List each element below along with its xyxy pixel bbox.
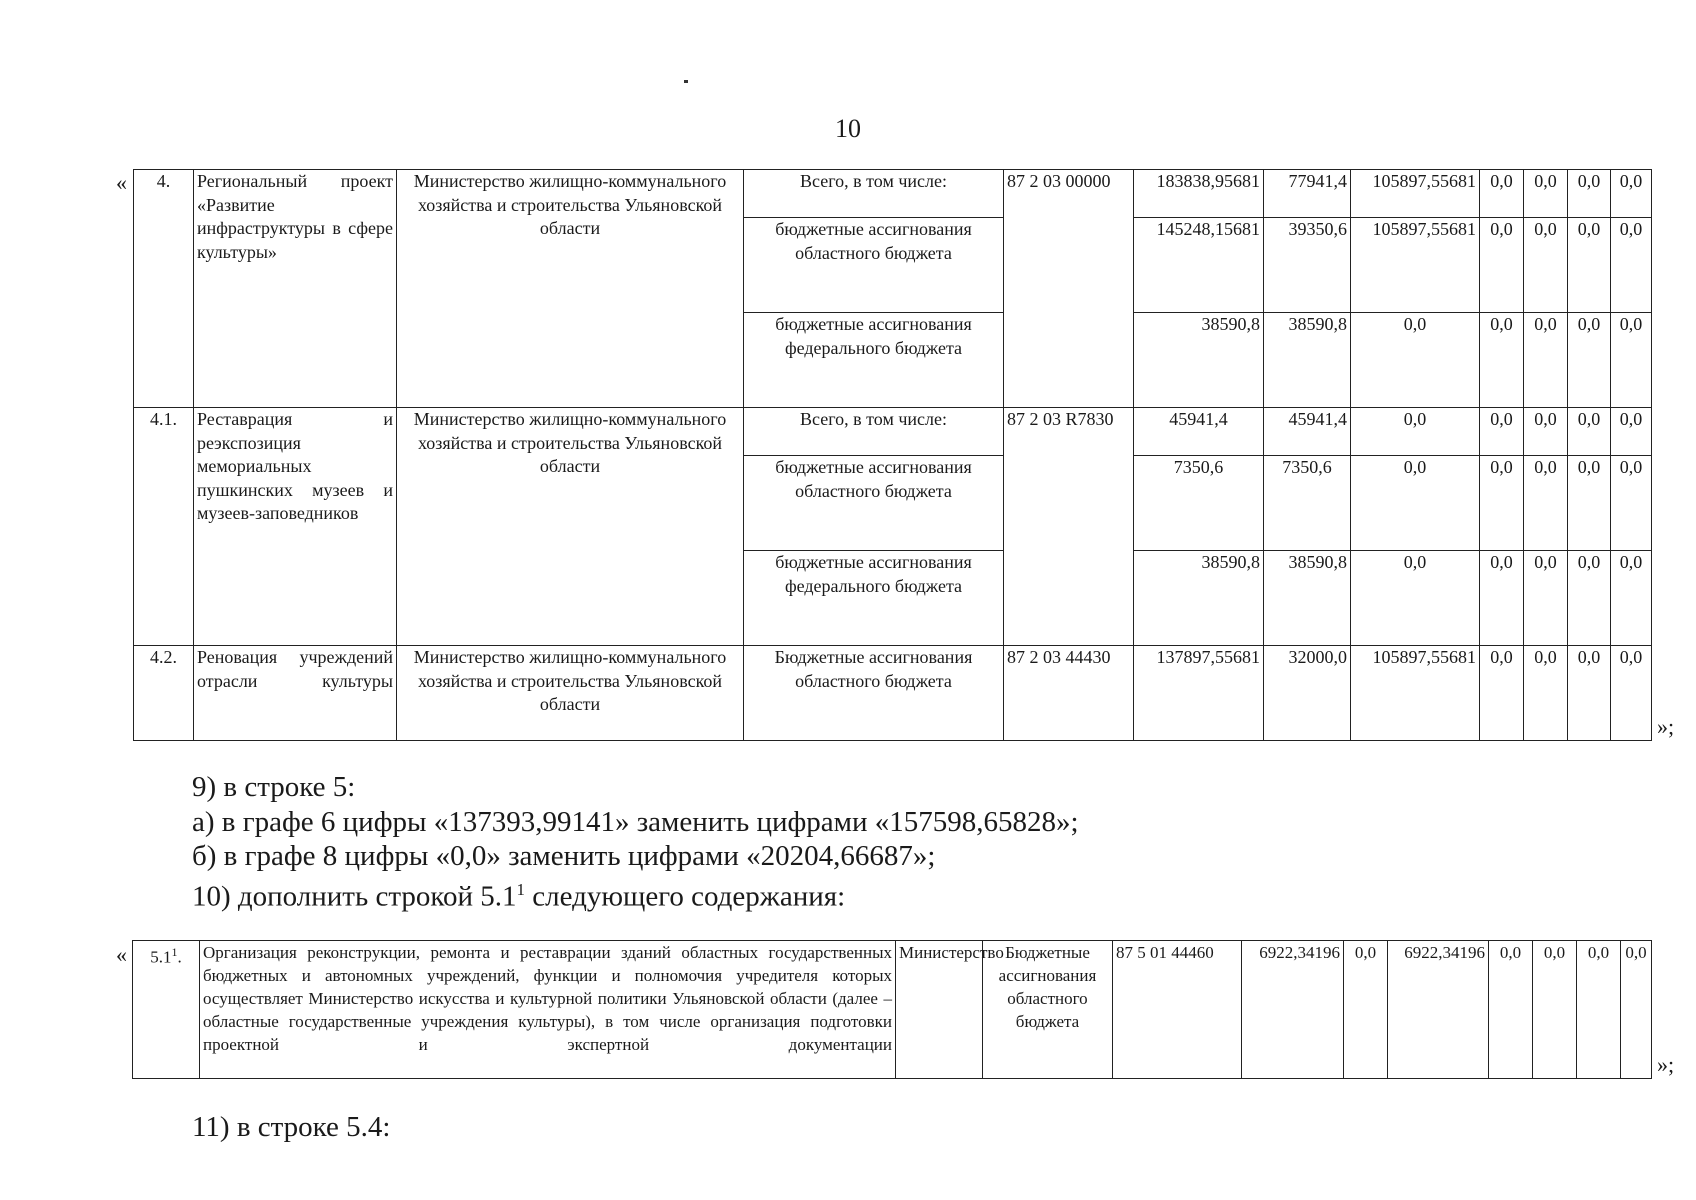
value-year2: 105897,55681	[1351, 218, 1480, 313]
value-year4: 0,0	[1524, 456, 1568, 551]
page-number: 10	[835, 114, 861, 143]
value-year6: 0,0	[1611, 170, 1652, 218]
row-number: 4.	[134, 170, 194, 408]
value-year3: 0,0	[1480, 408, 1524, 456]
value-year1: 38590,8	[1264, 313, 1351, 408]
row-number-main: 5.1	[150, 947, 172, 967]
value-total: 38590,8	[1134, 313, 1264, 408]
amendment-item-9b: б) в графе 8 цифры «0,0» заменить цифрами «20204,66687»;	[192, 840, 936, 872]
value-year6: 0,0	[1611, 408, 1652, 456]
scan-speck	[684, 80, 688, 83]
open-quote-table2: «	[116, 942, 127, 967]
value-year1: 39350,6	[1264, 218, 1351, 313]
amendment-item-9a: а) в графе 6 цифры «137393,99141» заменить цифрами «157598,65828»;	[192, 806, 1079, 838]
value-year4: 0,0	[1524, 551, 1568, 646]
value-year2: 0,0	[1351, 456, 1480, 551]
project-name: Организация реконструкции, ремонта и реставрации зданий областных государственных бюджетных и автономных учреждений, функции и полномочия учредителя которых осуществляет Министерство искусства и культурной политики Ульяновской области (далее – областные государственные учреждения культуры), в том числе организация подготовки проектной и экспертной документации	[200, 941, 896, 1079]
row-number: 4.1.	[134, 408, 194, 646]
value-year4: 0,0	[1524, 313, 1568, 408]
executor: Министерство жилищно-коммунального хозяйства и строительства Ульяновской области	[397, 646, 744, 741]
value-total: 45941,4	[1134, 408, 1264, 456]
value-total: 7350,6	[1134, 456, 1264, 551]
amendment-item-10-end: следующего содержания:	[525, 880, 846, 913]
row-number: 4.2.	[134, 646, 194, 741]
value-year6: 0,0	[1611, 456, 1652, 551]
executor: Министерство жилищно-коммунального хозяйства и строительства Ульяновской области	[397, 170, 744, 408]
value-year6: 0,0	[1611, 313, 1652, 408]
value-year1: 45941,4	[1264, 408, 1351, 456]
project-name: Реновация учреждений отрасли культуры	[194, 646, 397, 741]
value-year1: 7350,6	[1264, 456, 1351, 551]
value-year3: 0,0	[1489, 941, 1533, 1079]
value-year5: 0,0	[1568, 456, 1611, 551]
funding-source: бюджетные ассигнования областного бюджета	[744, 456, 1004, 551]
funding-source: Всего, в том числе:	[744, 170, 1004, 218]
budget-table-regional-project	[133, 169, 1652, 741]
executor: Министерство жилищно-коммунального хозяйства и строительства Ульяновской области	[397, 408, 744, 646]
executor: Министерство	[896, 941, 983, 1079]
row-number-superscript: 1	[171, 945, 178, 959]
value-year1: 77941,4	[1264, 170, 1351, 218]
value-year5: 0,0	[1568, 646, 1611, 741]
amendment-item-11: 11) в строке 5.4:	[192, 1111, 391, 1143]
funding-source: бюджетные ассигнования федерального бюджета	[744, 313, 1004, 408]
budget-code: 87 2 03 44430	[1004, 646, 1134, 741]
amendment-item-10	[192, 873, 845, 914]
funding-source: Бюджетные ассигнования областного бюджета	[744, 646, 1004, 741]
value-total: 6922,34196	[1242, 941, 1344, 1079]
value-year6: 0,0	[1611, 218, 1652, 313]
value-year5: 0,0	[1568, 408, 1611, 456]
value-year2: 6922,34196	[1388, 941, 1489, 1079]
value-year5: 0,0	[1568, 218, 1611, 313]
value-year6: 0,0	[1621, 941, 1652, 1079]
value-year3: 0,0	[1480, 456, 1524, 551]
value-year1: 38590,8	[1264, 551, 1351, 646]
superscript-index: 1	[516, 880, 525, 899]
funding-source: бюджетные ассигнования федерального бюджета	[744, 551, 1004, 646]
value-year3: 0,0	[1480, 218, 1524, 313]
budget-code: 87 5 01 44460	[1113, 941, 1242, 1079]
open-quote-table1: «	[116, 170, 127, 195]
close-quote-table2: »;	[1657, 1052, 1675, 1077]
value-year6: 0,0	[1611, 551, 1652, 646]
value-year5: 0,0	[1568, 313, 1611, 408]
project-name: Региональный проект «Развитие инфраструктуры в сфере культуры»	[194, 170, 397, 408]
value-year4: 0,0	[1524, 408, 1568, 456]
table-row	[133, 941, 1652, 1079]
row-number-dot: .	[177, 947, 182, 967]
value-year1: 0,0	[1344, 941, 1388, 1079]
amendment-item-10-start: 10) дополнить строкой 5.1	[192, 880, 517, 913]
value-year5: 0,0	[1577, 941, 1621, 1079]
amendment-item-9: 9) в строке 5:	[192, 771, 356, 803]
funding-source: бюджетные ассигнования областного бюджета	[744, 218, 1004, 313]
value-year2: 0,0	[1351, 313, 1480, 408]
value-total: 137897,55681	[1134, 646, 1264, 741]
value-year5: 0,0	[1568, 551, 1611, 646]
value-year4: 0,0	[1524, 646, 1568, 741]
funding-source: Всего, в том числе:	[744, 408, 1004, 456]
value-year3: 0,0	[1480, 313, 1524, 408]
value-total: 183838,95681	[1134, 170, 1264, 218]
value-year2: 105897,55681	[1351, 646, 1480, 741]
table-row	[134, 646, 1652, 741]
row-number	[133, 941, 200, 1079]
value-total: 145248,15681	[1134, 218, 1264, 313]
budget-table-new-row	[132, 940, 1652, 1079]
value-year4: 0,0	[1524, 218, 1568, 313]
close-quote-table1: »;	[1657, 714, 1675, 739]
value-year1: 32000,0	[1264, 646, 1351, 741]
table-row	[134, 170, 1652, 218]
value-year2: 0,0	[1351, 551, 1480, 646]
project-name: Реставрация и реэкспозиция мемориальных пушкинских музеев и музеев-заповедников	[194, 408, 397, 646]
value-year3: 0,0	[1480, 646, 1524, 741]
value-year2: 105897,55681	[1351, 170, 1480, 218]
value-year2: 0,0	[1351, 408, 1480, 456]
budget-code: 87 2 03 00000	[1004, 170, 1134, 408]
value-total: 38590,8	[1134, 551, 1264, 646]
budget-code: 87 2 03 R7830	[1004, 408, 1134, 646]
value-year4: 0,0	[1533, 941, 1577, 1079]
value-year6: 0,0	[1611, 646, 1652, 741]
value-year5: 0,0	[1568, 170, 1611, 218]
table-row	[134, 408, 1652, 456]
value-year3: 0,0	[1480, 551, 1524, 646]
value-year3: 0,0	[1480, 170, 1524, 218]
value-year4: 0,0	[1524, 170, 1568, 218]
funding-source: Бюджетные ассигнования областного бюджета	[983, 941, 1113, 1079]
